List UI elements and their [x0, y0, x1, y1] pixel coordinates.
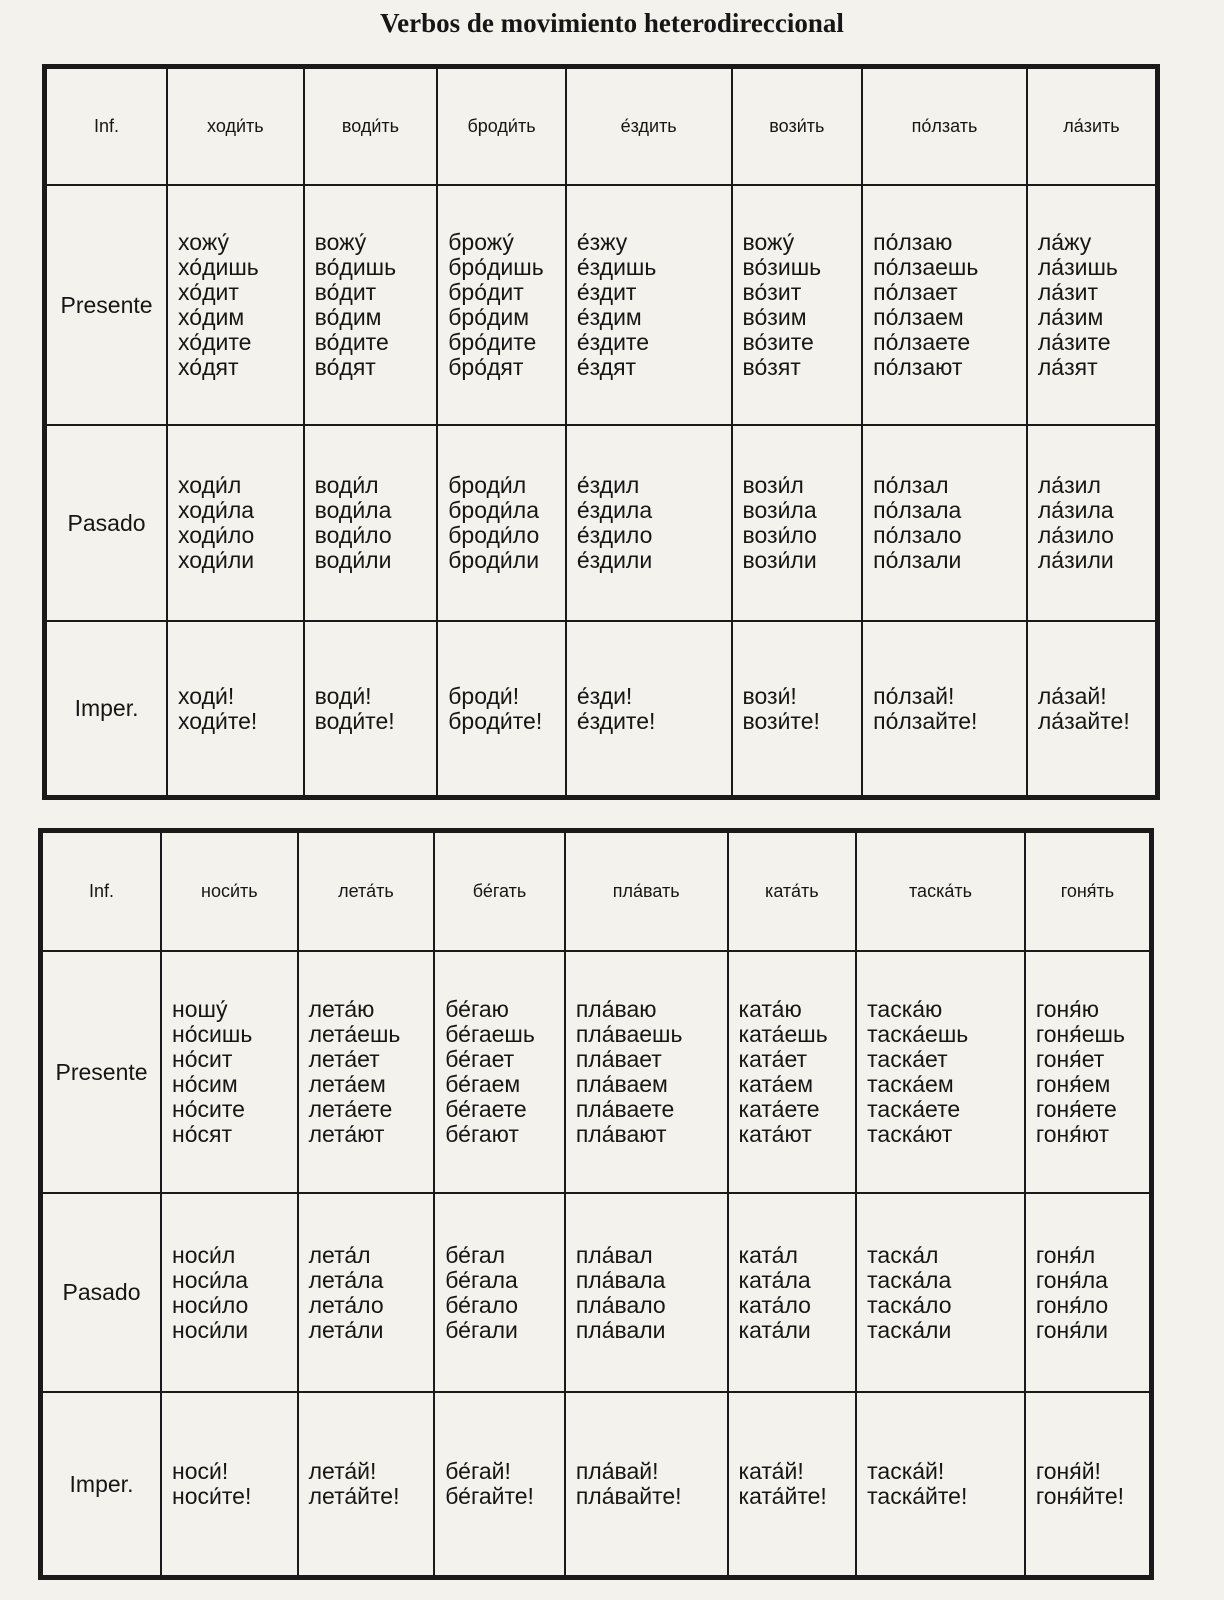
presente-form: ката́ет [738, 1046, 808, 1073]
presente-forms-cell [437, 185, 566, 425]
presente-form: бро́дят [448, 354, 524, 381]
pasado-form: носи́ли [172, 1316, 249, 1343]
pasado-form: пла́вала [575, 1266, 666, 1293]
row-label-imper: Imper. [45, 621, 168, 797]
pasado-form: бе́гало [445, 1291, 519, 1318]
presente-form: таска́ют [867, 1121, 953, 1148]
presente-form: хо́дишь [178, 254, 259, 281]
presente-form: но́сите [172, 1096, 245, 1123]
presente-forms-cell [566, 185, 732, 425]
imper-form: води́! [314, 682, 372, 709]
pasado-form: таска́ла [867, 1266, 952, 1293]
pasado-form: води́ли [314, 547, 392, 574]
imper-forms-cell [728, 1392, 857, 1577]
presente-forms-cell [304, 185, 438, 425]
imper-forms-cell [566, 621, 732, 797]
presente-form: во́дим [314, 304, 382, 331]
infinitive-cell: ла́зить [1027, 67, 1158, 186]
pasado-forms-cell [862, 425, 1027, 621]
pasado-forms-cell [1027, 425, 1158, 621]
pasado-form: ла́зил [1037, 472, 1101, 499]
infinitive-cell: ката́ть [728, 831, 857, 952]
pasado-form: е́здила [576, 497, 653, 524]
imper-form: по́лзай! [873, 682, 955, 709]
pasado-form: носи́ла [172, 1266, 249, 1293]
pasado-form: е́здили [576, 547, 653, 574]
row-label-inf: Inf. [45, 67, 168, 186]
conjugation-table-2 [38, 828, 1154, 1580]
presente-form: ката́ют [738, 1121, 812, 1148]
imper-form: бе́гай! [445, 1458, 511, 1485]
infinitive-cell: е́здить [566, 67, 732, 186]
pasado-form: ла́зило [1037, 522, 1114, 549]
presente-form: пла́вает [575, 1046, 662, 1073]
pasado-form: е́здило [576, 522, 653, 549]
row-label-pasado: Pasado [45, 425, 168, 621]
pasado-form: пла́вало [575, 1291, 666, 1318]
presente-form: хо́дите [178, 329, 252, 356]
pasado-form: ката́ла [738, 1266, 811, 1293]
presente-form: бро́дишь [448, 254, 544, 281]
imper-form: носи́те! [172, 1483, 252, 1510]
pasado-forms-cell [566, 425, 732, 621]
infinitive-cell: бе́гать [434, 831, 565, 952]
pasado-form: по́лзала [873, 497, 962, 524]
pasado-form: гоня́ли [1035, 1316, 1108, 1343]
pasado-form: носи́ло [172, 1291, 249, 1318]
presente-form: хо́дим [178, 304, 245, 331]
pasado-form: бе́гали [445, 1316, 518, 1343]
presente-form: пла́ваю [575, 996, 657, 1023]
imper-form: ходи́! [178, 682, 235, 709]
presente-form: бе́гает [445, 1046, 515, 1073]
infinitive-cell: лета́ть [298, 831, 435, 952]
presente-form: ношу́ [172, 996, 228, 1023]
pasado-form: ходи́л [178, 472, 242, 499]
presente-form: по́лзают [873, 354, 963, 381]
presente-form: ката́ю [738, 996, 802, 1023]
pasado-form: пла́вали [575, 1316, 666, 1343]
presente-form: бе́гаешь [445, 1021, 535, 1048]
imper-form: лета́йте! [308, 1483, 400, 1510]
row-label-imper: Imper. [41, 1392, 162, 1577]
presente-form: ката́ете [738, 1096, 820, 1123]
presente-form: вожу́ [314, 229, 367, 256]
presente-form: лета́ете [308, 1096, 393, 1123]
pasado-form: гоня́ла [1035, 1266, 1108, 1293]
presente-form: ла́зим [1037, 304, 1104, 331]
infinitive-cell: ходи́ть [167, 67, 304, 186]
presente-forms-cell [732, 185, 863, 425]
imper-forms-cell [856, 1392, 1025, 1577]
imper-forms-cell [1027, 621, 1158, 797]
pasado-forms-cell [565, 1193, 728, 1392]
pasado-forms-cell [1025, 1193, 1152, 1392]
pasado-form: таска́л [867, 1241, 939, 1268]
presente-form: брожу́ [448, 229, 514, 256]
pasado-form: броди́ла [448, 497, 539, 524]
row-label-inf: Inf. [41, 831, 162, 952]
imper-form: броди́те! [448, 707, 543, 734]
presente-form: ла́жу [1037, 229, 1092, 256]
pasado-form: броди́ли [448, 547, 540, 574]
imper-form: вози́! [742, 682, 797, 709]
presente-forms-cell [434, 951, 565, 1193]
imper-form: лета́й! [308, 1458, 377, 1485]
presente-form: вожу́ [742, 229, 795, 256]
presente-form: но́сишь [172, 1021, 253, 1048]
presente-form: но́сят [172, 1121, 233, 1148]
presente-form: бро́дите [448, 329, 537, 356]
imper-forms-cell [565, 1392, 728, 1577]
imper-forms-cell [167, 621, 304, 797]
imper-forms-cell [434, 1392, 565, 1577]
infinitive-cell: носи́ть [161, 831, 298, 952]
pasado-form: ходи́ли [178, 547, 255, 574]
infinitive-cell: таска́ть [856, 831, 1025, 952]
imper-forms-cell [732, 621, 863, 797]
page-title: Verbos de movimiento heterodireccional [380, 8, 844, 38]
pasado-form: е́здил [576, 472, 640, 499]
presente-form: е́здишь [576, 254, 657, 281]
imper-form: ката́йте! [738, 1483, 827, 1510]
pasado-form: води́ло [314, 522, 392, 549]
presente-form: гоня́ешь [1035, 1021, 1125, 1048]
pasado-form: вози́ли [742, 547, 817, 574]
pasado-form: гоня́л [1035, 1241, 1096, 1268]
presente-form: во́дите [314, 329, 389, 356]
presente-form: гоня́ют [1035, 1121, 1109, 1148]
presente-form: во́дят [314, 354, 376, 381]
imper-form: е́зди! [576, 682, 633, 709]
presente-form: по́лзает [873, 279, 958, 306]
pasado-form: ходи́ла [178, 497, 255, 524]
pasado-form: ката́ли [738, 1316, 811, 1343]
pasado-form: таска́ли [867, 1316, 952, 1343]
pasado-form: води́л [314, 472, 379, 499]
pasado-form: лета́ло [308, 1291, 384, 1318]
presente-form: ла́зит [1037, 279, 1098, 306]
pasado-form: пла́вал [575, 1241, 653, 1268]
conjugation-table-1 [42, 64, 1160, 800]
infinitive-cell: пла́вать [565, 831, 728, 952]
imper-form: ла́зайте! [1037, 707, 1130, 734]
presente-form: бро́дим [448, 304, 530, 331]
pasado-form: ла́зила [1037, 497, 1114, 524]
presente-form: во́дишь [314, 254, 397, 281]
pasado-form: гоня́ло [1035, 1291, 1109, 1318]
presente-form: лета́ют [308, 1121, 385, 1148]
imper-form: пла́вай! [575, 1458, 659, 1485]
presente-form: по́лзаю [873, 229, 953, 256]
pasado-forms-cell [304, 425, 438, 621]
presente-forms-cell [856, 951, 1025, 1193]
imper-forms-cell [298, 1392, 435, 1577]
presente-form: таска́ю [867, 996, 943, 1023]
presente-form: таска́ешь [867, 1021, 969, 1048]
presente-form: по́лзаешь [873, 254, 979, 281]
imper-form: пла́вайте! [575, 1483, 682, 1510]
presente-form: во́зим [742, 304, 807, 331]
presente-form: хожу́ [178, 229, 229, 256]
pasado-form: ла́зили [1037, 547, 1114, 574]
presente-forms-cell [1025, 951, 1152, 1193]
pasado-forms-cell [167, 425, 304, 621]
pasado-form: лета́ли [308, 1316, 384, 1343]
presente-form: гоня́ю [1035, 996, 1099, 1023]
pasado-form: по́лзали [873, 547, 962, 574]
pasado-form: лета́ла [308, 1266, 384, 1293]
imper-form: води́те! [314, 707, 395, 734]
pasado-form: бе́гала [445, 1266, 518, 1293]
imper-forms-cell [161, 1392, 298, 1577]
presente-form: хо́дит [178, 279, 239, 306]
presente-forms-cell [1027, 185, 1158, 425]
imper-form: бе́гайте! [445, 1483, 534, 1510]
presente-forms-cell [167, 185, 304, 425]
presente-form: лета́ю [308, 996, 375, 1023]
imper-form: е́здите! [576, 707, 656, 734]
pasado-forms-cell [437, 425, 566, 621]
presente-form: бе́гаете [445, 1096, 527, 1123]
pasado-form: бе́гал [445, 1241, 506, 1268]
pasado-forms-cell [732, 425, 863, 621]
presente-form: ла́зят [1037, 354, 1098, 381]
presente-form: во́зите [742, 329, 814, 356]
infinitive-cell: гоня́ть [1025, 831, 1152, 952]
infinitive-cell: броди́ть [437, 67, 566, 186]
imper-form: гоня́йте! [1035, 1483, 1125, 1510]
presente-form: гоня́ем [1035, 1071, 1111, 1098]
pasado-form: ката́л [738, 1241, 798, 1268]
presente-form: е́здите [576, 329, 649, 356]
presente-forms-cell [862, 185, 1027, 425]
pasado-form: лета́л [308, 1241, 371, 1268]
presente-form: хо́дят [178, 354, 239, 381]
pasado-form: вози́ла [742, 497, 817, 524]
presente-form: лета́ем [308, 1071, 386, 1098]
presente-form: е́зжу [576, 229, 628, 256]
presente-form: во́зишь [742, 254, 822, 281]
presente-forms-cell [728, 951, 857, 1193]
imper-form: ходи́те! [178, 707, 258, 734]
pasado-form: води́ла [314, 497, 392, 524]
pasado-form: по́лзал [873, 472, 949, 499]
presente-form: ката́ешь [738, 1021, 828, 1048]
presente-form: во́зят [742, 354, 801, 381]
presente-form: во́зит [742, 279, 802, 306]
presente-form: бе́гают [445, 1121, 519, 1148]
imper-form: носи́! [172, 1458, 229, 1485]
row-label-presente: Presente [45, 185, 168, 425]
imper-forms-cell [304, 621, 438, 797]
pasado-form: броди́ло [448, 522, 540, 549]
presente-form: пла́вают [575, 1121, 667, 1148]
presente-form: е́здят [576, 354, 637, 381]
pasado-forms-cell [298, 1193, 435, 1392]
presente-form: е́здит [576, 279, 637, 306]
presente-forms-cell [565, 951, 728, 1193]
presente-form: таска́ет [867, 1046, 948, 1073]
pasado-form: носи́л [172, 1241, 236, 1268]
pasado-form: вози́л [742, 472, 804, 499]
presente-form: бе́гаем [445, 1071, 521, 1098]
pasado-forms-cell [434, 1193, 565, 1392]
imper-form: по́лзайте! [873, 707, 978, 734]
presente-form: бро́дит [448, 279, 524, 306]
infinitive-cell: вози́ть [732, 67, 863, 186]
pasado-forms-cell [856, 1193, 1025, 1392]
imper-forms-cell [1025, 1392, 1152, 1577]
presente-form: по́лзаем [873, 304, 964, 331]
imper-form: ката́й! [738, 1458, 804, 1485]
pasado-form: вози́ло [742, 522, 817, 549]
imper-form: гоня́й! [1035, 1458, 1101, 1485]
presente-form: гоня́ет [1035, 1046, 1105, 1073]
pasado-form: ката́ло [738, 1291, 811, 1318]
infinitive-cell: по́лзать [862, 67, 1027, 186]
presente-form: но́сит [172, 1046, 233, 1073]
imper-form: ла́зай! [1037, 682, 1107, 709]
row-label-pasado: Pasado [41, 1193, 162, 1392]
presente-form: ката́ем [738, 1071, 814, 1098]
presente-form: ла́зишь [1037, 254, 1118, 281]
presente-forms-cell [161, 951, 298, 1193]
pasado-form: таска́ло [867, 1291, 952, 1318]
presente-form: во́дит [314, 279, 377, 306]
pasado-form: по́лзало [873, 522, 962, 549]
presente-form: пла́ваешь [575, 1021, 683, 1048]
presente-form: таска́ем [867, 1071, 954, 1098]
presente-form: лета́ет [308, 1046, 380, 1073]
presente-form: ла́зите [1037, 329, 1111, 356]
presente-form: е́здим [576, 304, 642, 331]
pasado-forms-cell [161, 1193, 298, 1392]
presente-form: гоня́ете [1035, 1096, 1117, 1123]
presente-form: пла́ваете [575, 1096, 675, 1123]
pasado-form: броди́л [448, 472, 527, 499]
presente-forms-cell [298, 951, 435, 1193]
row-label-presente: Presente [41, 951, 162, 1193]
presente-form: лета́ешь [308, 1021, 401, 1048]
imper-form: таска́йте! [867, 1483, 968, 1510]
imper-form: вози́те! [742, 707, 820, 734]
presente-form: пла́ваем [575, 1071, 668, 1098]
presente-form: но́сим [172, 1071, 238, 1098]
imper-form: таска́й! [867, 1458, 945, 1485]
imper-forms-cell [862, 621, 1027, 797]
pasado-form: ходи́ло [178, 522, 255, 549]
infinitive-cell: води́ть [304, 67, 438, 186]
presente-form: бе́гаю [445, 996, 509, 1023]
presente-form: по́лзаете [873, 329, 971, 356]
pasado-forms-cell [728, 1193, 857, 1392]
presente-form: таска́ете [867, 1096, 961, 1123]
imper-form: броди́! [448, 682, 520, 709]
imper-forms-cell [437, 621, 566, 797]
